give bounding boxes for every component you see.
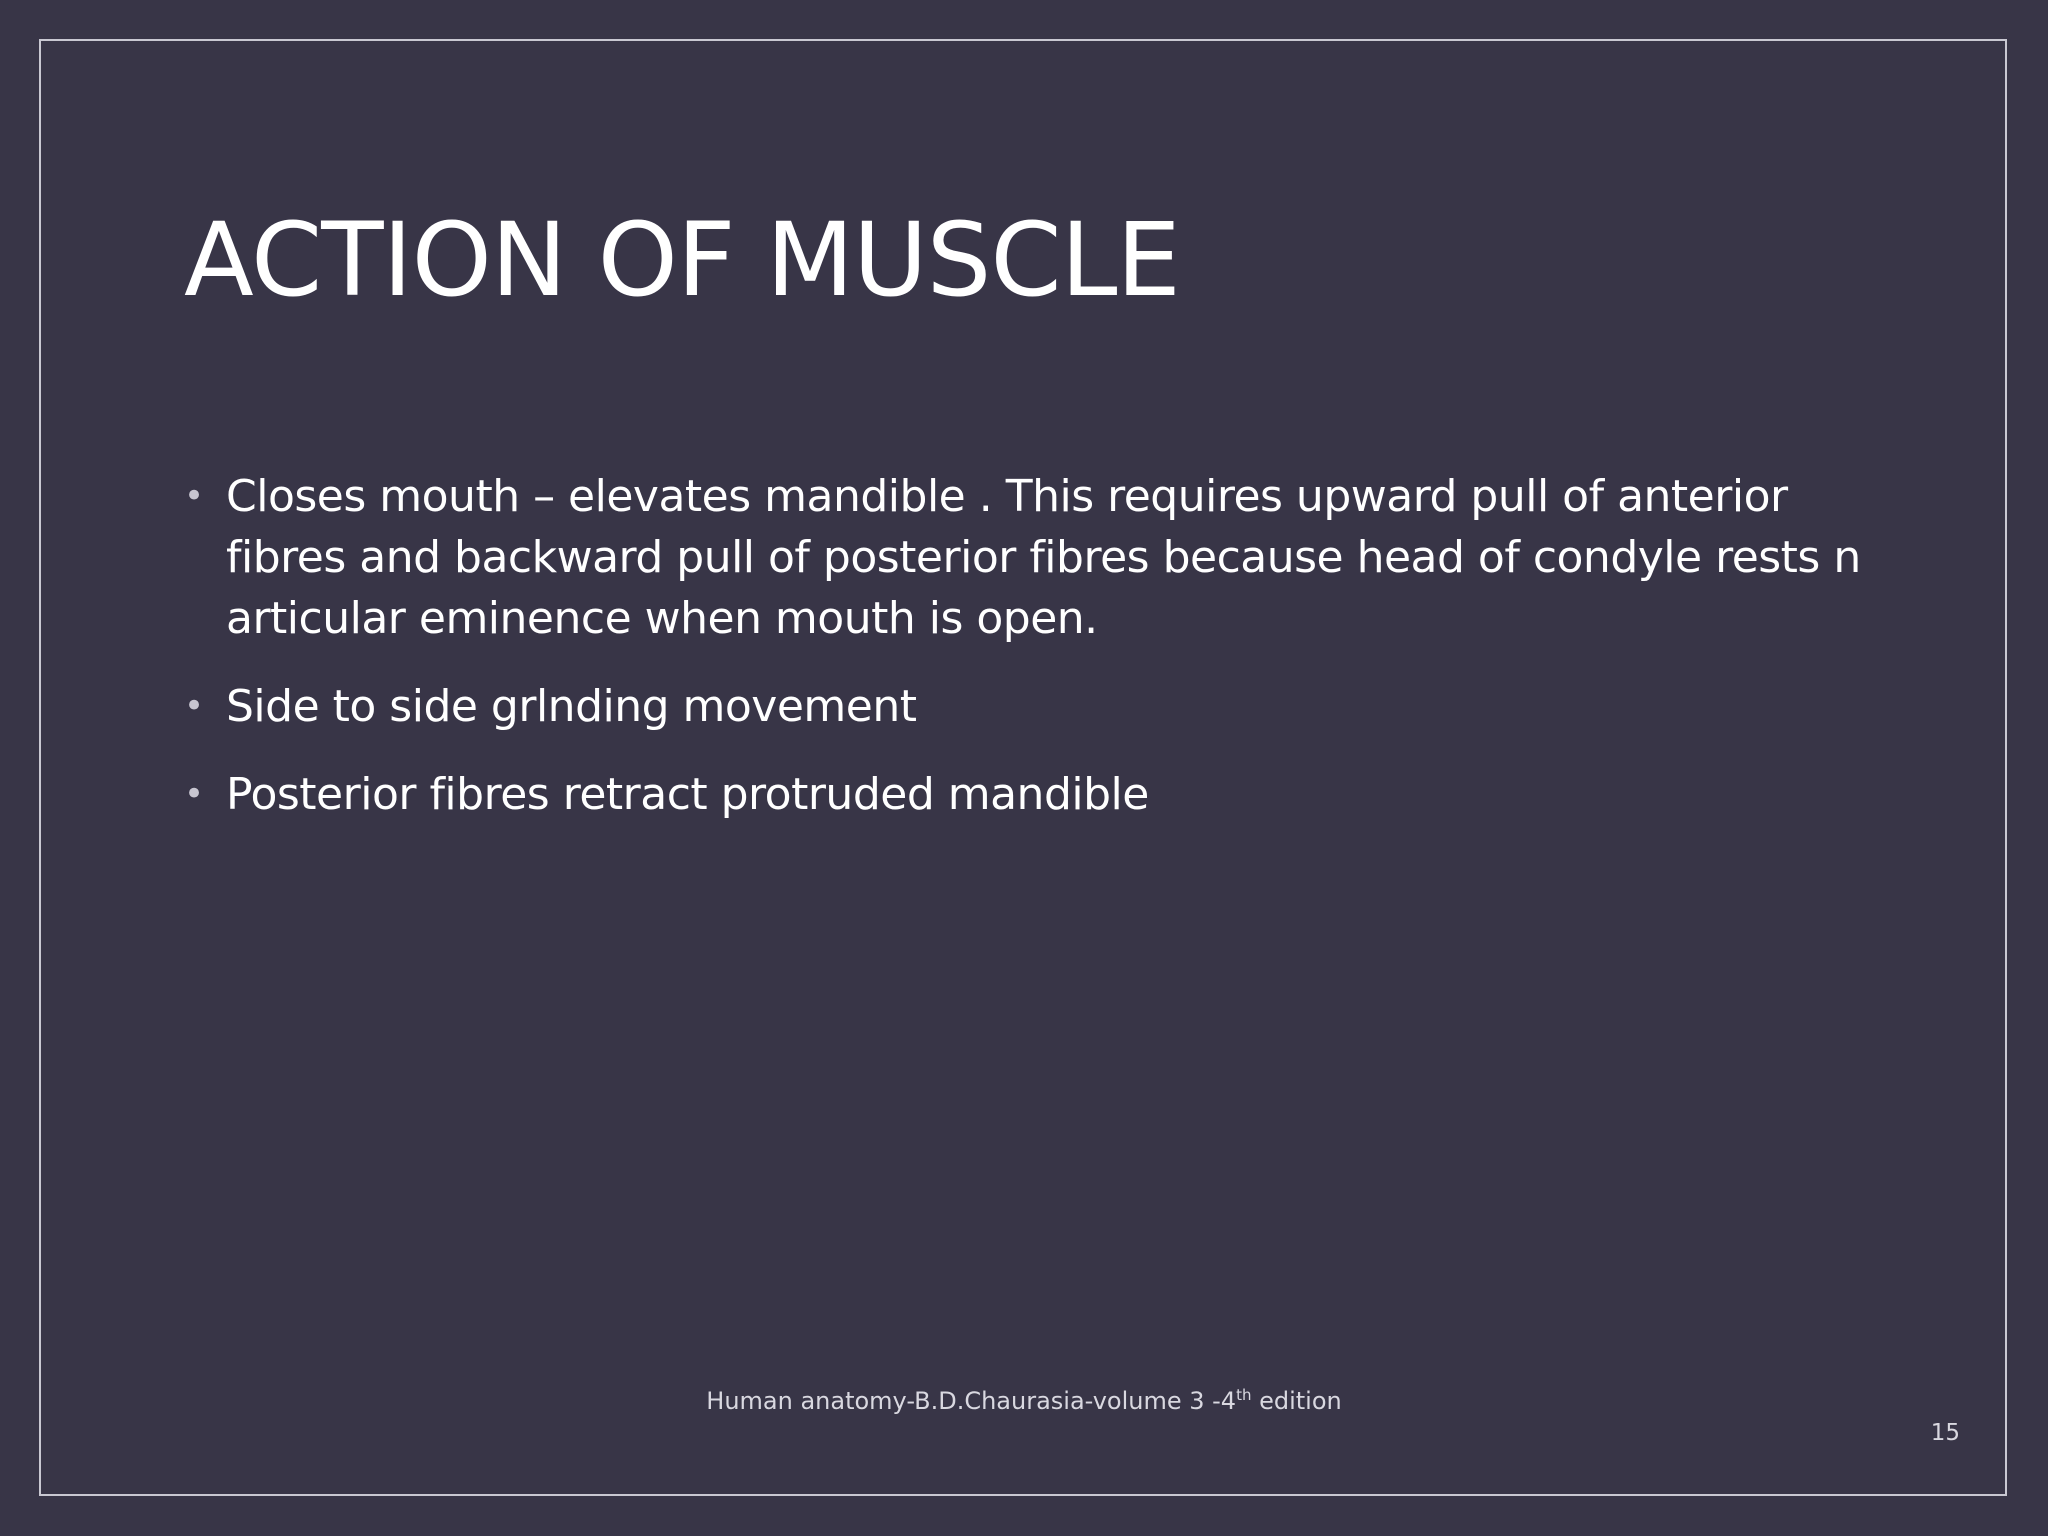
bullet-item — [184, 466, 1904, 649]
bullet-item — [184, 764, 1904, 825]
bullet-text: Posterior fibres retract protruded mandible — [226, 769, 1149, 820]
bullet-text: Side to side grlnding movement — [226, 681, 917, 732]
footer-citation — [0, 1386, 2048, 1416]
page-number: 15 — [1930, 1420, 1960, 1446]
bullet-text: Closes mouth – elevates mandible . This requires upward pull of anterior fibres and backward pull of posterior fibres because head of condyle rests n articular eminence when mouth is open. — [226, 471, 1861, 644]
bullet-list — [184, 466, 1904, 852]
bullet-dot-icon: • — [184, 774, 204, 814]
bullet-item — [184, 676, 1904, 737]
bullet-dot-icon: • — [184, 476, 204, 516]
citation-end: edition — [1251, 1387, 1342, 1415]
slide-title: ACTION OF MUSCLE — [184, 201, 1180, 320]
citation-superscript: th — [1236, 1386, 1252, 1404]
citation-main: Human anatomy-B.D.Chaurasia-volume 3 -4 — [706, 1387, 1237, 1415]
bullet-dot-icon: • — [184, 686, 204, 726]
